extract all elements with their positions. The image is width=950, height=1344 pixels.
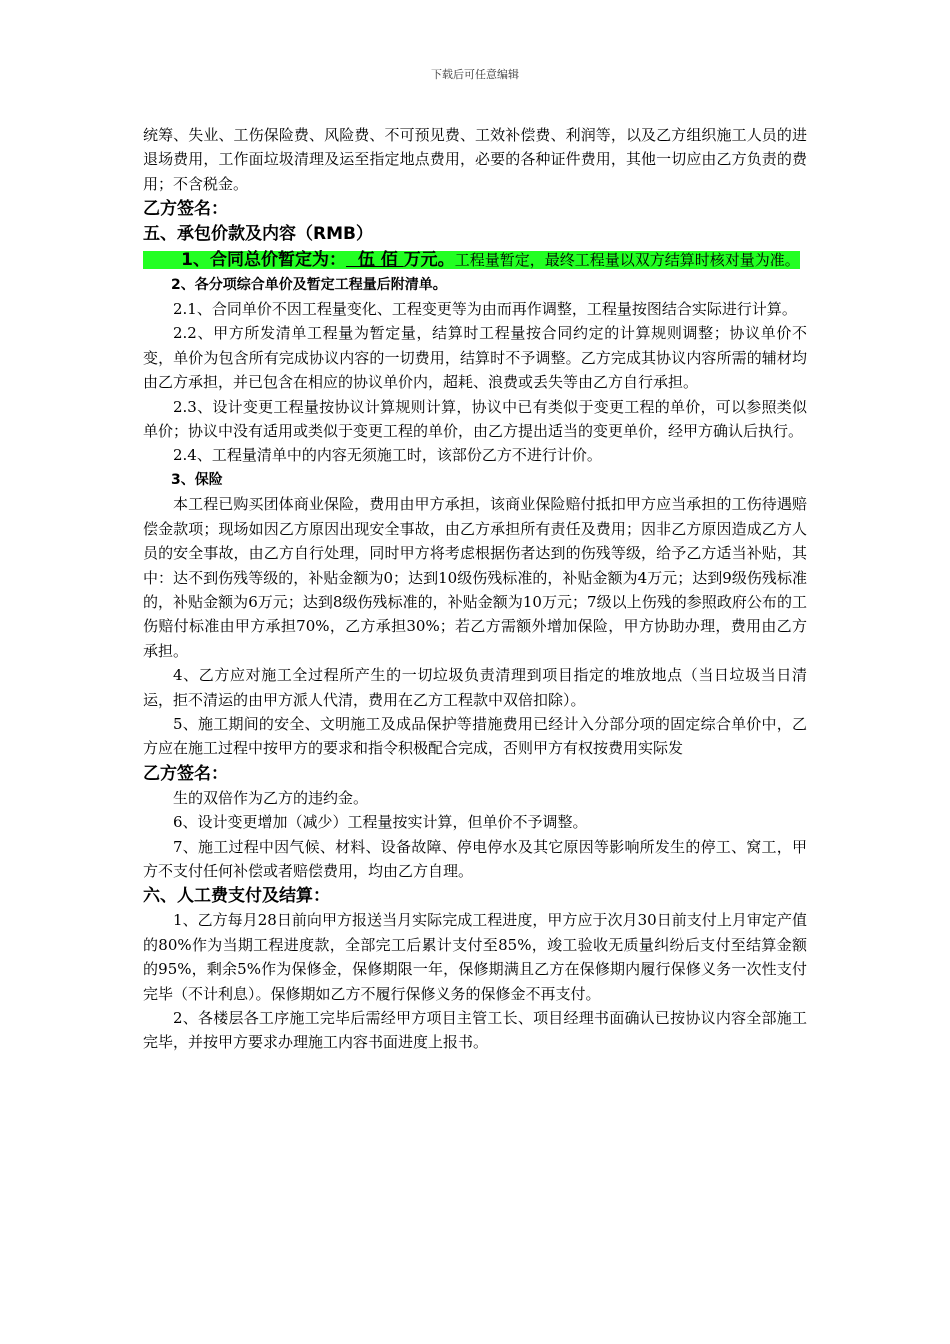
signature-line: 乙方签名：: [143, 199, 228, 220]
item-2: 2、各分项综合单价及暂定工程量后附清单。: [171, 276, 447, 293]
item-5: 5、施工期间的安全、文明施工及成品保护等措施费用已经计入分部分项的固定综合单价中，乙方应在施工过程中按甲方的要求和指令积极配合完成，否则甲方有权按费用实际发: [143, 714, 807, 758]
item-5-continued: 生的双倍作为乙方的违约金。: [173, 788, 369, 807]
item-4: 4、乙方应对施工全过程所产生的一切垃圾负责清理到项目指定的堆放地点（当日垃圾当日清运，拒不清运的由甲方派人代清，费用在乙方工程款中双倍扣除）。: [143, 666, 807, 709]
payment-1: 1、乙方每月28日前向甲方报送当月实际完成工程进度，甲方应于次月30日前支付上月审定产值的80%作为当期工程进度款，全部完工后累计支付至85%，竣工验收无质量纠纷后支付至结算金额的95%，剩余5%作为保修金，保修期限一年，保修期满且乙方在保修期内履行保修义务一次性支付完毕（不计利息）。保修期如乙方不履行保修义务的保修金不再支付。: [143, 911, 807, 1003]
contract-total-unit: 万元。: [403, 250, 455, 271]
insurance-paragraph: 本工程已购买团体商业保险，费用由甲方承担，该商业保险赔付抵扣甲方应当承担的工伤待遇赔偿金款项；现场如因乙方原因出现安全事故，由乙方承担所有责任及费用；因非乙方原因造成乙方人员的安全事故，由乙方自行处理，同时甲方将考虑根据伤者达到的伤残等级，给予乙方适当补贴，其中：达不到伤残等级的，补贴金额为0；达到10级伤残标准的，补贴金额为4万元；达到9级伤残标准的，补贴金额为6万元；达到8级伤残标准的，补贴金额为10万元；7级以上伤残的参照政府公布的工伤赔付标准由甲方承担70%，乙方承担30%；若乙方需额外增加保险，甲方协助办理，费用由乙方承担。: [143, 495, 807, 660]
item-2-3: 2.3、设计变更工程量按协议计算规则计算，协议中已有类似于变更工程的单价，可以参照类似单价；协议中没有适用或类似于变更工程的单价，由乙方提出适当的变更单价，经甲方确认后执行。: [143, 397, 807, 441]
payment-2: 2、各楼层各工序施工完毕后需经甲方项目主管工长、项目经理书面确认已按协议内容全部施工完毕，并按甲方要求办理施工内容书面进度上报书。: [143, 1009, 807, 1052]
item-3: 3、保险: [171, 471, 223, 488]
item-2-4: 2.4、工程量清单中的内容无须施工时，该部份乙方不进行计价。: [173, 446, 602, 465]
page-header: 下载后可任意编辑: [431, 68, 519, 81]
item-2-2: 2.2、甲方所发清单工程量为暂定量，结算时工程量按合同约定的计算规则调整；协议单价不变，单价为包含所有完成协议内容的一切费用，结算时不予调整。乙方完成其协议内容所需的辅材均由乙方承担，并已包含在相应的协议单价内，超耗、浪费或丢失等由乙方自行承担。: [143, 324, 807, 392]
section-heading-6: 六、人工费支付及结算：: [143, 886, 330, 907]
section-heading-5: 五、承包价款及内容（RMB）: [143, 224, 373, 245]
contract-total-amount: 伍 佰: [346, 250, 404, 271]
contract-total-highlight: [143, 251, 800, 269]
contract-total-note: 工程量暂定，最终工程量以双方结算时核对量为准。: [454, 251, 800, 270]
signature-line-2: 乙方签名：: [143, 763, 228, 784]
contract-total-label: 1、合同总价暂定为：: [181, 250, 346, 271]
item-6: 6、设计变更增加（减少）工程量按实计算，但单价不予调整。: [173, 813, 588, 832]
document-body: [143, 123, 807, 1055]
paragraph-costs: 统筹、失业、工伤保险费、风险费、不可预见费、工效补偿费、利润等，以及乙方组织施工人员的进退场费用，工作面垃圾清理及运至指定地点费用，必要的各种证件费用，其他一切应由乙方负责的费用；不含税金。: [143, 126, 807, 193]
contract-total-paragraph: [143, 248, 807, 272]
item-2-1: 2.1、合同单价不因工程量变化、工程变更等为由而再作调整，工程量按图结合实际进行计算。: [173, 300, 797, 319]
item-7: 7、施工过程中因气候、材料、设备故障、停电停水及其它原因等影响所发生的停工、窝工，甲方不支付任何补偿或者赔偿费用，均由乙方自理。: [143, 837, 807, 880]
